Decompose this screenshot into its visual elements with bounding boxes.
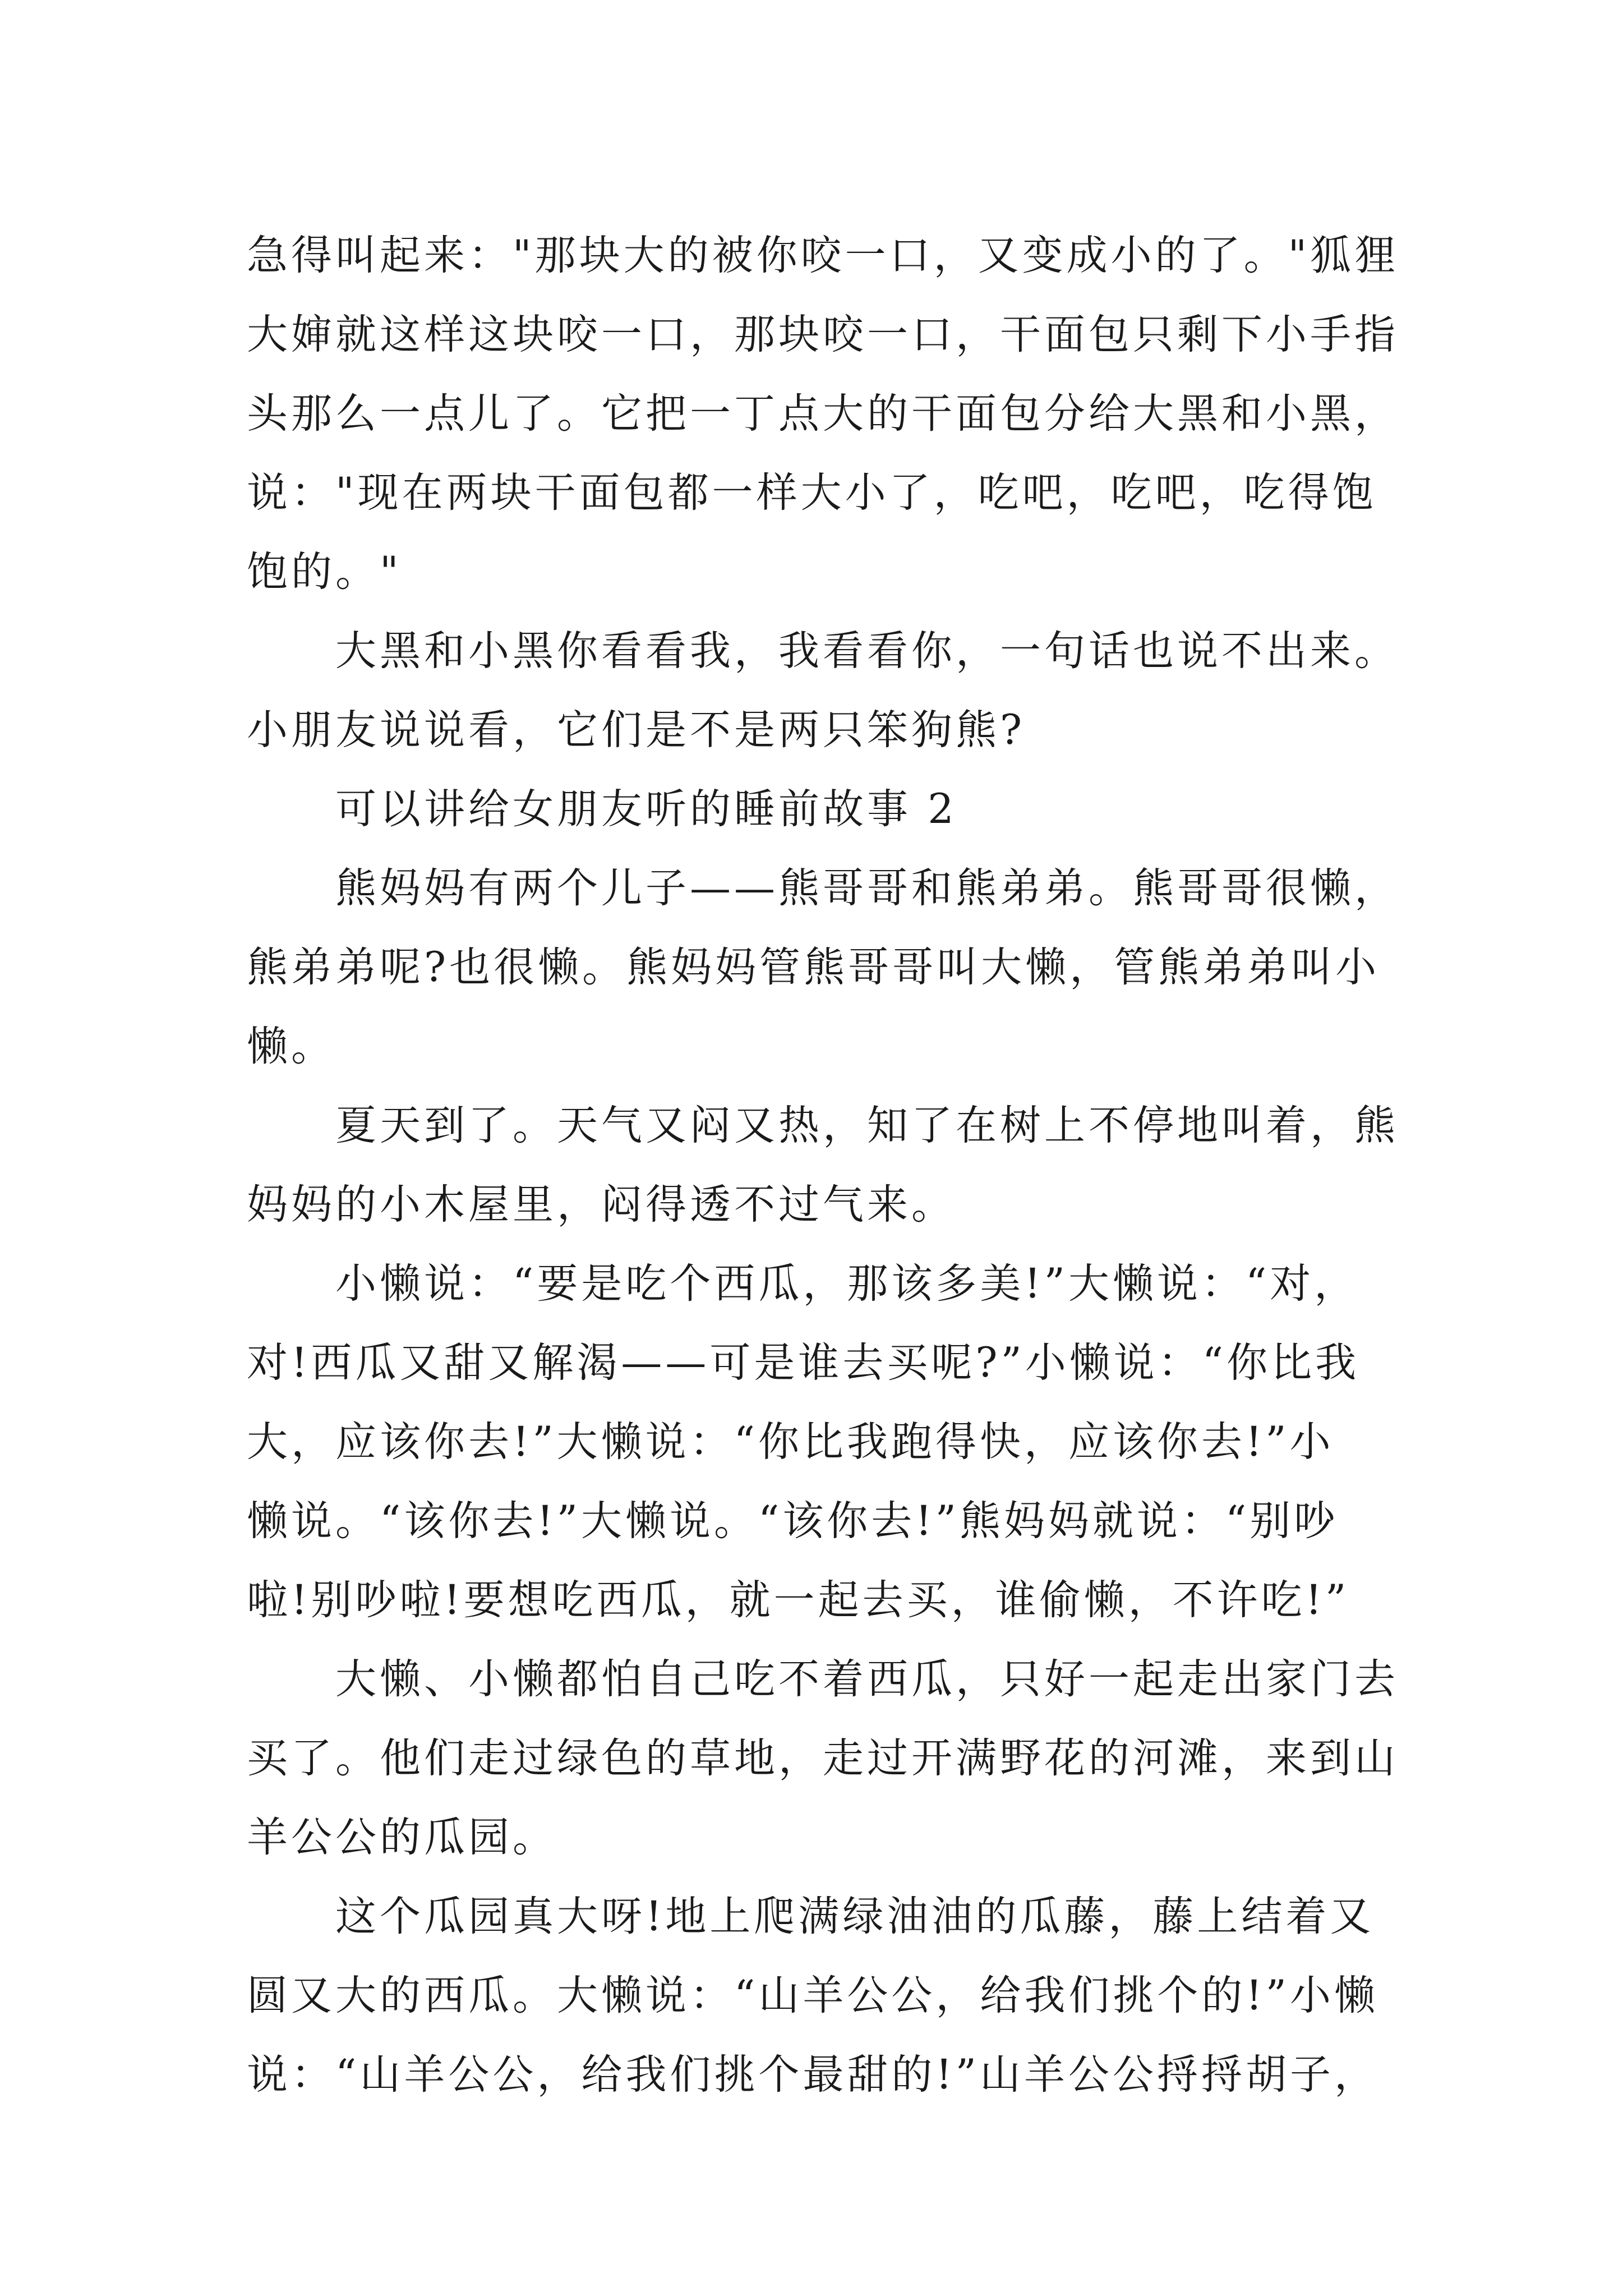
text-line: 懒说。“该你去!”大懒说。“该你去!”熊妈妈就说：“别吵 <box>247 1497 1339 1545</box>
text-line: 饱的。" <box>247 548 402 596</box>
text-line: 羊公公的瓜园。 <box>247 1814 557 1861</box>
text-line: 头那么一点儿了。它把一丁点大的干面包分给大黑和小黑， <box>247 390 1399 438</box>
paragraph-1 <box>247 216 1399 611</box>
text-line: 啦!别吵啦!要想吃西瓜，就一起去买，谁偷懒，不许吃!” <box>247 1576 1350 1624</box>
text-line: 急得叫起来："那块大的被你咬一口，又变成小的了。"狐狸 <box>247 232 1399 279</box>
paragraph-2 <box>247 611 1399 770</box>
text-line: 小懒说：“要是吃个西瓜，那该多美!”大懒说：“对， <box>335 1260 1359 1308</box>
text-line: 可以讲给女朋友听的睡前故事 2 <box>335 785 957 833</box>
paragraph-4 <box>247 849 1399 1086</box>
text-line: 对!西瓜又甜又解渴——可是谁去买呢?”小懒说：“你比我 <box>247 1339 1360 1387</box>
text-line: 大，应该你去!”大懒说：“你比我跑得快，应该你去!”小 <box>247 1418 1334 1466</box>
text-line: 大懒、小懒都怕自己吃不着西瓜，只好一起走出家门去 <box>335 1655 1399 1703</box>
paragraph-8 <box>247 1877 1380 2114</box>
text-line: 说："现在两块干面包都一样大小了，吃吧，吃吧，吃得饱 <box>247 469 1377 517</box>
text-line: 妈妈的小木屋里，闷得透不过气来。 <box>247 1181 956 1228</box>
text-line: 夏天到了。天气又闷又热，知了在树上不停地叫着，熊 <box>335 1102 1399 1149</box>
text-line: 大婶就这样这块咬一口，那块咬一口，干面包只剩下小手指 <box>247 311 1399 358</box>
text-line: 大黑和小黑你看看我，我看看你，一句话也说不出来。 <box>335 627 1399 675</box>
text-line: 熊弟弟呢?也很懒。熊妈妈管熊哥哥叫大懒，管熊弟弟叫小 <box>247 944 1380 991</box>
text-line: 这个瓜园真大呀!地上爬满绿油油的瓜藤，藤上结着又 <box>335 1893 1375 1940</box>
story-title <box>247 770 1380 849</box>
text-line: 熊妈妈有两个儿子——熊哥哥和熊弟弟。熊哥哥很懒， <box>335 864 1399 912</box>
text-line: 懒。 <box>247 1023 335 1070</box>
text-line: 说：“山羊公公，给我们挑个最甜的!”山羊公公捋捋胡子， <box>247 2051 1378 2099</box>
paragraph-7 <box>247 1640 1399 1877</box>
text-body <box>247 216 1399 2114</box>
text-line: 买了。他们走过绿色的草地，走过开满野花的河滩，来到山 <box>247 1734 1399 1782</box>
text-line: 小朋友说说看，它们是不是两只笨狗熊? <box>247 706 1026 754</box>
paragraph-6 <box>247 1244 1380 1640</box>
text-line: 圆又大的西瓜。大懒说：“山羊公公，给我们挑个的!”小懒 <box>247 1972 1378 2019</box>
paragraph-5 <box>247 1086 1399 1244</box>
